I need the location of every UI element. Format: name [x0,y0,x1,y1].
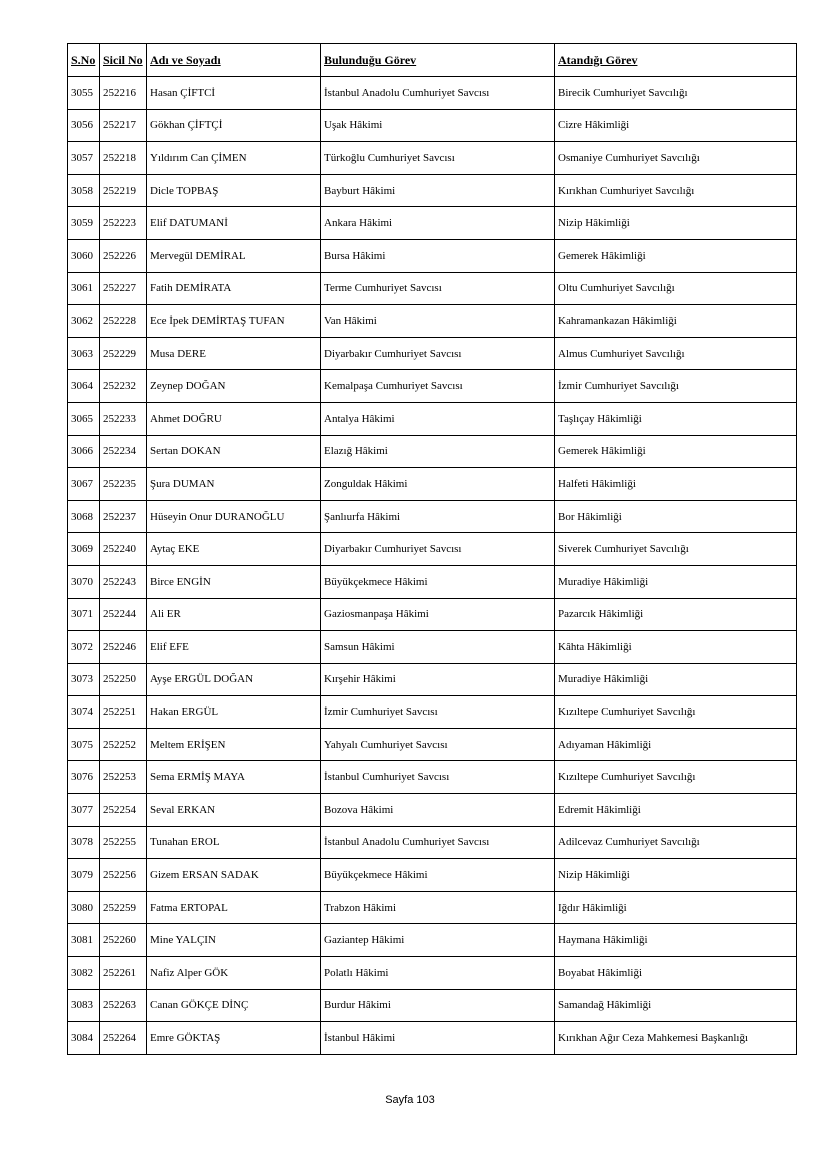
cell-current-position: Kırşehir Hâkimi [321,663,555,696]
table-row [68,696,797,729]
table-row [68,957,797,990]
cell-current-position: Bayburt Hâkimi [321,174,555,207]
cell-current-position: Bozova Hâkimi [321,794,555,827]
cell-sicil-no: 252229 [100,337,147,370]
cell-sno: 3059 [68,207,100,240]
cell-sicil-no: 252246 [100,631,147,664]
cell-name: Musa DERE [147,337,321,370]
header-name: Adı ve Soyadı [147,44,321,77]
cell-sno: 3062 [68,305,100,338]
cell-name: Aytaç EKE [147,533,321,566]
cell-current-position: İzmir Cumhuriyet Savcısı [321,696,555,729]
cell-name: Ece İpek DEMİRTAŞ TUFAN [147,305,321,338]
table-row [68,924,797,957]
cell-sno: 3080 [68,891,100,924]
cell-current-position: Samsun Hâkimi [321,631,555,664]
table-row [68,239,797,272]
table-row [68,859,797,892]
cell-name: Hakan ERGÜL [147,696,321,729]
cell-sicil-no: 252228 [100,305,147,338]
cell-current-position: Elazığ Hâkimi [321,435,555,468]
cell-sno: 3079 [68,859,100,892]
cell-name: Sema ERMİŞ MAYA [147,761,321,794]
cell-assigned-position: Adıyaman Hâkimliği [555,728,797,761]
cell-assigned-position: Taşlıçay Hâkimliği [555,402,797,435]
cell-current-position: İstanbul Anadolu Cumhuriyet Savcısı [321,77,555,110]
cell-name: Hüseyin Onur DURANOĞLU [147,500,321,533]
cell-sno: 3066 [68,435,100,468]
table-row [68,728,797,761]
cell-current-position: Van Hâkimi [321,305,555,338]
table-row [68,207,797,240]
cell-sno: 3063 [68,337,100,370]
cell-sicil-no: 252263 [100,989,147,1022]
cell-sicil-no: 252217 [100,109,147,142]
cell-current-position: Diyarbakır Cumhuriyet Savcısı [321,533,555,566]
cell-assigned-position: Siverek Cumhuriyet Savcılığı [555,533,797,566]
cell-current-position: İstanbul Anadolu Cumhuriyet Savcısı [321,826,555,859]
table-row [68,533,797,566]
cell-name: Gökhan ÇİFTÇİ [147,109,321,142]
cell-sicil-no: 252232 [100,370,147,403]
cell-assigned-position: İzmir Cumhuriyet Savcılığı [555,370,797,403]
cell-sno: 3056 [68,109,100,142]
cell-name: Zeynep DOĞAN [147,370,321,403]
cell-sicil-no: 252250 [100,663,147,696]
cell-current-position: Büyükçekmece Hâkimi [321,565,555,598]
cell-sicil-no: 252252 [100,728,147,761]
cell-assigned-position: Bor Hâkimliği [555,500,797,533]
cell-sno: 3064 [68,370,100,403]
cell-name: Dicle TOPBAŞ [147,174,321,207]
cell-sicil-no: 252226 [100,239,147,272]
cell-sicil-no: 252234 [100,435,147,468]
cell-name: Ayşe ERGÜL DOĞAN [147,663,321,696]
cell-name: Ahmet DOĞRU [147,402,321,435]
cell-name: Nafiz Alper GÖK [147,957,321,990]
cell-name: Meltem ERİŞEN [147,728,321,761]
cell-sno: 3071 [68,598,100,631]
cell-sicil-no: 252253 [100,761,147,794]
table-row [68,663,797,696]
cell-sicil-no: 252261 [100,957,147,990]
cell-assigned-position: Gemerek Hâkimliği [555,239,797,272]
header-sno: S.No [68,44,100,77]
cell-sno: 3081 [68,924,100,957]
cell-sno: 3075 [68,728,100,761]
appointment-table [67,43,797,1055]
cell-name: Tunahan EROL [147,826,321,859]
cell-name: Sertan DOKAN [147,435,321,468]
cell-sicil-no: 252254 [100,794,147,827]
table-row [68,435,797,468]
cell-sicil-no: 252260 [100,924,147,957]
cell-current-position: Şanlıurfa Hâkimi [321,500,555,533]
cell-name: Emre GÖKTAŞ [147,1022,321,1055]
table-row [68,794,797,827]
table-body [68,77,797,1055]
cell-sicil-no: 252255 [100,826,147,859]
cell-sicil-no: 252235 [100,468,147,501]
cell-current-position: Diyarbakır Cumhuriyet Savcısı [321,337,555,370]
cell-current-position: Ankara Hâkimi [321,207,555,240]
cell-assigned-position: Boyabat Hâkimliği [555,957,797,990]
cell-name: Elif DATUMANİ [147,207,321,240]
cell-sno: 3067 [68,468,100,501]
table-row [68,761,797,794]
table-row [68,77,797,110]
cell-assigned-position: Almus Cumhuriyet Savcılığı [555,337,797,370]
cell-name: Fatma ERTOPAL [147,891,321,924]
table-row [68,174,797,207]
cell-current-position: Gaziantep Hâkimi [321,924,555,957]
cell-assigned-position: Oltu Cumhuriyet Savcılığı [555,272,797,305]
cell-assigned-position: Adilcevaz Cumhuriyet Savcılığı [555,826,797,859]
cell-assigned-position: Kızıltepe Cumhuriyet Savcılığı [555,761,797,794]
cell-sno: 3078 [68,826,100,859]
header-row [68,44,797,77]
table-row [68,989,797,1022]
cell-current-position: Gaziosmanpaşa Hâkimi [321,598,555,631]
table-row [68,565,797,598]
cell-name: Mine YALÇIN [147,924,321,957]
cell-sno: 3076 [68,761,100,794]
header-assigned-position: Atandığı Görev [555,44,797,77]
cell-name: Fatih DEMİRATA [147,272,321,305]
cell-current-position: Bursa Hâkimi [321,239,555,272]
cell-assigned-position: Muradiye Hâkimliği [555,565,797,598]
cell-sno: 3072 [68,631,100,664]
cell-name: Birce ENGİN [147,565,321,598]
table-row [68,305,797,338]
table-row [68,142,797,175]
cell-sicil-no: 252259 [100,891,147,924]
cell-assigned-position: Nizip Hâkimliği [555,207,797,240]
cell-assigned-position: Haymana Hâkimliği [555,924,797,957]
cell-sno: 3083 [68,989,100,1022]
cell-sno: 3060 [68,239,100,272]
cell-sicil-no: 252237 [100,500,147,533]
cell-current-position: Burdur Hâkimi [321,989,555,1022]
cell-name: Yıldırım Can ÇİMEN [147,142,321,175]
cell-sno: 3069 [68,533,100,566]
cell-assigned-position: Kızıltepe Cumhuriyet Savcılığı [555,696,797,729]
cell-sicil-no: 252264 [100,1022,147,1055]
cell-assigned-position: Kâhta Hâkimliği [555,631,797,664]
cell-name: Ali ER [147,598,321,631]
table-row [68,272,797,305]
cell-sno: 3068 [68,500,100,533]
cell-sno: 3057 [68,142,100,175]
cell-current-position: Antalya Hâkimi [321,402,555,435]
cell-current-position: İstanbul Cumhuriyet Savcısı [321,761,555,794]
cell-sicil-no: 252233 [100,402,147,435]
cell-current-position: Türkoğlu Cumhuriyet Savcısı [321,142,555,175]
table-row [68,598,797,631]
header-sicil-no: Sicil No [100,44,147,77]
table-row [68,337,797,370]
cell-current-position: Zonguldak Hâkimi [321,468,555,501]
page-number: Sayfa 103 [385,1094,435,1106]
cell-name: Şura DUMAN [147,468,321,501]
cell-current-position: Büyükçekmece Hâkimi [321,859,555,892]
cell-name: Gizem ERSAN SADAK [147,859,321,892]
cell-sicil-no: 252219 [100,174,147,207]
cell-assigned-position: Iğdır Hâkimliği [555,891,797,924]
cell-name: Seval ERKAN [147,794,321,827]
cell-current-position: İstanbul Hâkimi [321,1022,555,1055]
cell-sicil-no: 252244 [100,598,147,631]
table-row [68,370,797,403]
cell-sicil-no: 252227 [100,272,147,305]
cell-current-position: Trabzon Hâkimi [321,891,555,924]
cell-sicil-no: 252223 [100,207,147,240]
table-row [68,891,797,924]
cell-assigned-position: Osmaniye Cumhuriyet Savcılığı [555,142,797,175]
table-row [68,826,797,859]
cell-current-position: Yahyalı Cumhuriyet Savcısı [321,728,555,761]
cell-name: Elif EFE [147,631,321,664]
table-row [68,402,797,435]
cell-sno: 3061 [68,272,100,305]
cell-assigned-position: Cizre Hâkimliği [555,109,797,142]
cell-sno: 3070 [68,565,100,598]
cell-sno: 3058 [68,174,100,207]
cell-name: Mervegül DEMİRAL [147,239,321,272]
cell-current-position: Kemalpaşa Cumhuriyet Savcısı [321,370,555,403]
cell-current-position: Uşak Hâkimi [321,109,555,142]
cell-assigned-position: Muradiye Hâkimliği [555,663,797,696]
cell-assigned-position: Kahramankazan Hâkimliği [555,305,797,338]
cell-current-position: Terme Cumhuriyet Savcısı [321,272,555,305]
table-row [68,1022,797,1055]
cell-name: Canan GÖKÇE DİNÇ [147,989,321,1022]
cell-sno: 3074 [68,696,100,729]
cell-name: Hasan ÇİFTCİ [147,77,321,110]
header-current-position: Bulunduğu Görev [321,44,555,77]
cell-assigned-position: Nizip Hâkimliği [555,859,797,892]
cell-sno: 3077 [68,794,100,827]
cell-sno: 3065 [68,402,100,435]
cell-sicil-no: 252218 [100,142,147,175]
cell-sicil-no: 252251 [100,696,147,729]
cell-assigned-position: Kırıkhan Cumhuriyet Savcılığı [555,174,797,207]
cell-sno: 3082 [68,957,100,990]
cell-sno: 3073 [68,663,100,696]
table-row [68,631,797,664]
cell-sicil-no: 252240 [100,533,147,566]
cell-assigned-position: Edremit Hâkimliği [555,794,797,827]
table-row [68,109,797,142]
table-row [68,500,797,533]
cell-assigned-position: Birecik Cumhuriyet Savcılığı [555,77,797,110]
cell-assigned-position: Kırıkhan Ağır Ceza Mahkemesi Başkanlığı [555,1022,797,1055]
table-row [68,468,797,501]
cell-assigned-position: Gemerek Hâkimliği [555,435,797,468]
cell-sno: 3055 [68,77,100,110]
cell-sicil-no: 252243 [100,565,147,598]
cell-assigned-position: Samandağ Hâkimliği [555,989,797,1022]
cell-current-position: Polatlı Hâkimi [321,957,555,990]
cell-sicil-no: 252256 [100,859,147,892]
cell-assigned-position: Pazarcık Hâkimliği [555,598,797,631]
cell-sicil-no: 252216 [100,77,147,110]
cell-assigned-position: Halfeti Hâkimliği [555,468,797,501]
table-header [68,44,797,77]
cell-sno: 3084 [68,1022,100,1055]
